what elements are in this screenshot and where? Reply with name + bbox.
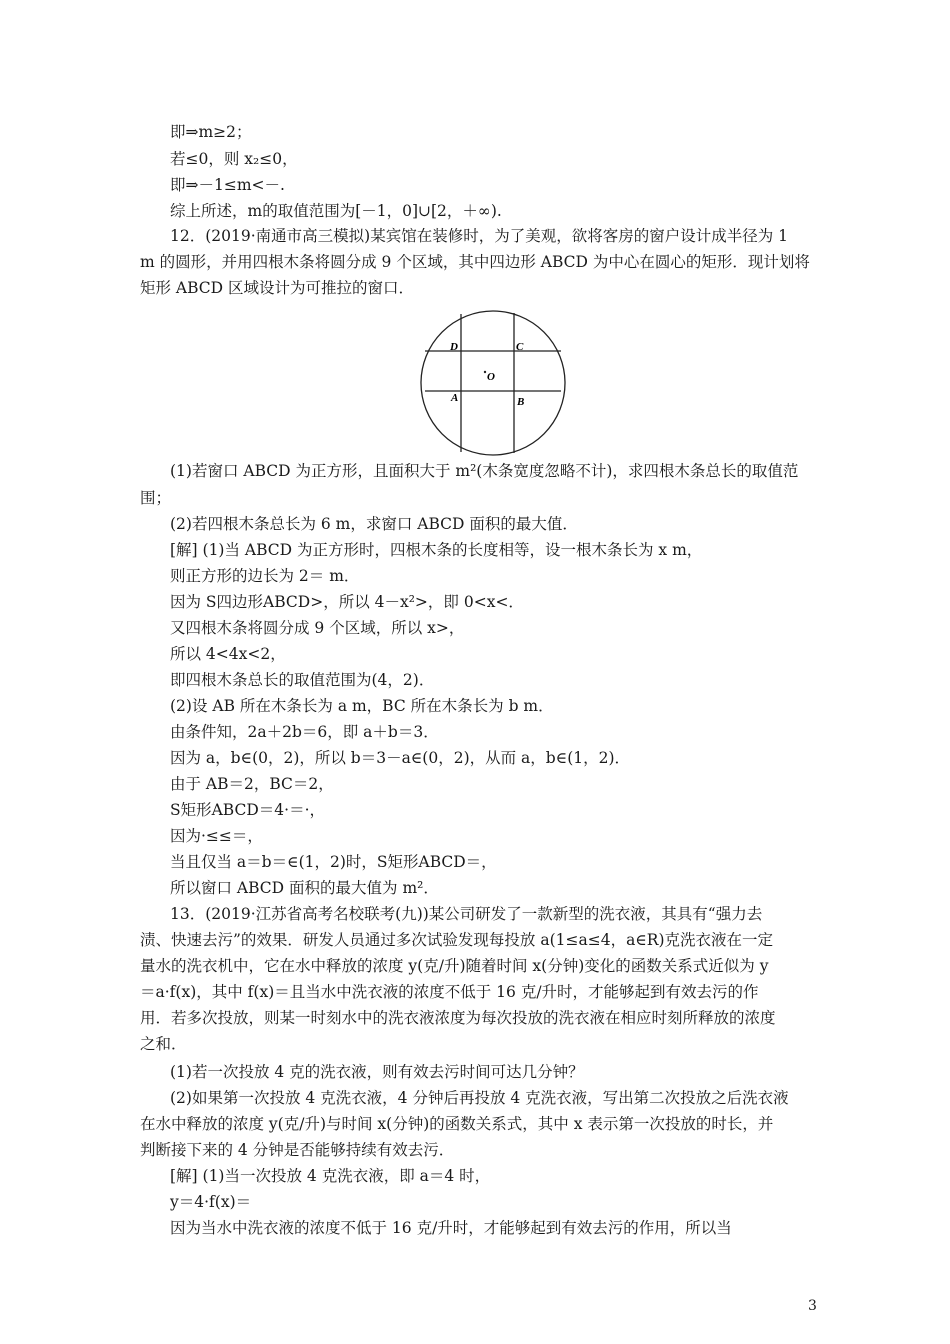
problem-13-line: 之和． [140, 1035, 187, 1053]
solution-line: 当且仅当 a＝b＝∈(1，2)时，S矩形ABCD＝， [170, 853, 497, 871]
question-part: (2)如果第一次投放 4 克洗衣液，4 分钟后再投放 4 克洗衣液，写出第二次投放之后洗衣液 [170, 1089, 789, 1107]
circle-outline [421, 311, 565, 455]
solution-line: 因为当水中洗衣液的浓度不低于 16 克/升时，才能够起到有效去污的作用，所以当 [170, 1219, 732, 1237]
solution-line: [解] (1)当 ABCD 为正方形时，四根木条的长度相等，设一根木条长为 x m， [170, 541, 703, 559]
problem-12-line: m 的圆形，并用四根木条将圆分成 9 个区域，其中四边形 ABCD 为中心在圆心的矩形．现计划将 [140, 253, 810, 271]
center-point [484, 371, 486, 373]
solution-line: 因为 a，b∈(0，2)，所以 b＝3－a∈(0，2)，从而 a，b∈(1，2)． [170, 749, 631, 767]
problem-13-line: 量水的洗衣机中，它在水中释放的浓度 y(克/升)随着时间 x(分钟)变化的函数关系式近似为 y [140, 957, 769, 975]
question-part: 在水中释放的浓度 y(克/升)与时间 x(分钟)的函数关系式，其中 x 表示第一次投放的时长，并 [140, 1115, 774, 1133]
solution-line: 即四根木条总长的取值范围为(4，2)． [170, 671, 435, 689]
label-o: O [487, 371, 495, 383]
solution-line: 又四根木条将圆分成 9 个区域，所以 x>， [170, 619, 465, 637]
label-b: B [517, 396, 525, 408]
question-part: (1)若窗口 ABCD 为正方形，且面积大于 m²(木条宽度忽略不计)，求四根木条总长的取值范 [170, 462, 799, 480]
solution-line: 所以窗口 ABCD 面积的最大值为 m²． [170, 879, 439, 897]
problem-13-line: 渍、快速去污”的效果．研发人员通过多次试验发现每投放 a(1≤a≤4，a∈R)克洗衣液在一定 [140, 931, 774, 949]
solution-line: 因为 S四边形ABCD>，所以 4－x²>，即 0<x<． [170, 593, 524, 611]
problem-12-line: 12．(2019·南通市高三模拟)某宾馆在装修时，为了美观，欲将客房的窗户设计成半径为 1 [170, 227, 788, 245]
solution-line: [解] (1)当一次投放 4 克洗衣液，即 a＝4 时， [170, 1167, 491, 1185]
label-a: A [451, 392, 459, 404]
solution-line: 由条件知，2a＋2b＝6，即 a＋b＝3． [170, 723, 439, 741]
solution-line: y＝4·f(x)＝ [170, 1193, 252, 1211]
solution-line: 则正方形的边长为 2＝ m． [170, 567, 360, 585]
text-line: 若≤0，则 x₂≤0， [170, 150, 298, 168]
problem-13-line: 13．(2019·江苏省高考名校联考(九))某公司研发了一款新型的洗衣液，其具有“强力去 [170, 905, 763, 923]
solution-line: 所以 4<4x<2， [170, 645, 286, 663]
question-part: 围； [140, 489, 172, 507]
question-part: (1)若一次投放 4 克的洗衣液，则有效去污时间可达几分钟？ [170, 1063, 584, 1081]
label-c: C [516, 341, 524, 353]
page-number: 3 [808, 1298, 817, 1314]
solution-line: S矩形ABCD＝4·＝·， [170, 801, 325, 819]
problem-13-line: 用．若多次投放，则某一时刻水中的洗衣液浓度为每次投放的洗衣液在相应时刻所释放的浓度 [140, 1009, 776, 1027]
problem-13-line: ＝a·f(x)，其中 f(x)＝且当水中洗衣液的浓度不低于 16 克/升时，才能够起到有效去污的作 [140, 983, 759, 1001]
solution-line: (2)设 AB 所在木条长为 a m，BC 所在木条长为 b m． [170, 697, 554, 715]
window-circle-figure [418, 308, 568, 458]
problem-12-line: 矩形 ABCD 区域设计为可推拉的窗口． [140, 279, 415, 297]
text-line: 即⇒m≥2； [170, 123, 252, 141]
solution-line: 由于 AB＝2，BC＝2， [170, 775, 334, 793]
text-line: 综上所述，m的取值范围为[－1，0]∪[2，＋∞). [170, 202, 502, 220]
solution-line: 因为·≤≤＝， [170, 827, 263, 845]
text-line: 即⇒－1≤m<－. [170, 176, 285, 194]
label-d: D [450, 341, 458, 353]
question-part: (2)若四根木条总长为 6 m，求窗口 ABCD 面积的最大值． [170, 515, 578, 533]
question-part: 判断接下来的 4 分钟是否能够持续有效去污． [140, 1141, 455, 1159]
